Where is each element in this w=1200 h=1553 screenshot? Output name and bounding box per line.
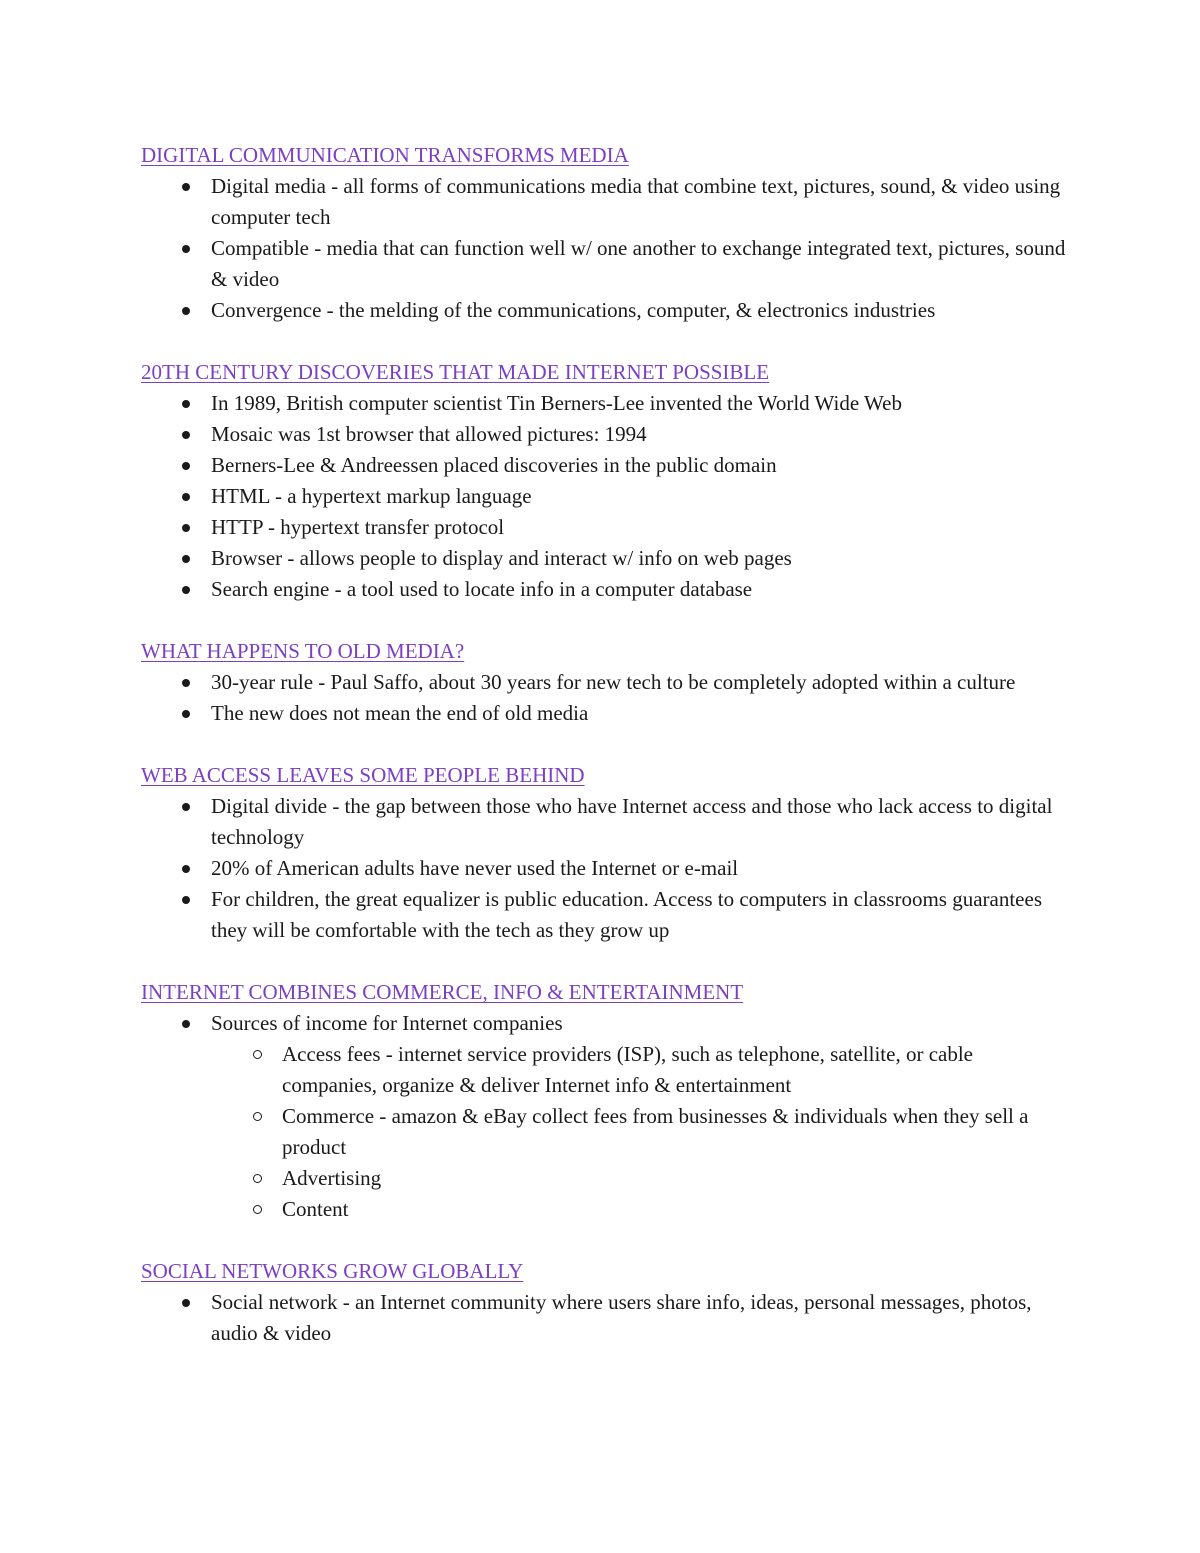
list-item-text: Social network - an Internet community where users share info, ideas, personal messages, photos, audio & video: [211, 1290, 1032, 1345]
bullet-icon: [182, 307, 190, 315]
list-item: [141, 419, 1071, 450]
list-item: [141, 295, 1071, 326]
bullet-list: [141, 388, 1071, 605]
sub-list-item: [141, 1039, 1071, 1101]
list-item-text: Compatible - media that can function well w/ one another to exchange integrated text, pictures, sound & video: [211, 236, 1066, 291]
bullet-list: [141, 667, 1071, 729]
section-social-networks: [141, 1256, 1071, 1349]
sub-list-item: [141, 1194, 1071, 1225]
bullet-icon: [182, 803, 190, 811]
bullet-list: [141, 1008, 1071, 1225]
section-digital-communication: [141, 140, 1071, 326]
list-item: [141, 667, 1071, 698]
section-heading: DIGITAL COMMUNICATION TRANSFORMS MEDIA: [141, 143, 629, 167]
bullet-icon: [182, 679, 190, 687]
bullet-list: [141, 1287, 1071, 1349]
list-item: [141, 698, 1071, 729]
document-content: [141, 140, 1071, 1380]
list-item: [141, 853, 1071, 884]
list-item: [141, 1287, 1071, 1349]
list-item-text: Search engine - a tool used to locate info in a computer database: [211, 577, 753, 601]
list-item: [141, 171, 1071, 233]
list-item: [141, 450, 1071, 481]
list-item-text: The new does not mean the end of old media: [211, 701, 589, 725]
section-web-access: [141, 760, 1071, 946]
hollow-bullet-icon: [253, 1174, 262, 1183]
bullet-icon: [182, 431, 190, 439]
bullet-icon: [182, 183, 190, 191]
list-item: [141, 233, 1071, 295]
sub-list-item-text: Content: [282, 1197, 349, 1221]
list-item: [141, 884, 1071, 946]
list-item: [141, 574, 1071, 605]
bullet-icon: [182, 1020, 190, 1028]
sub-list-item-text: Commerce - amazon & eBay collect fees from businesses & individuals when they sell a product: [282, 1104, 1029, 1159]
bullet-icon: [182, 524, 190, 532]
list-item-text: Convergence - the melding of the communications, computer, & electronics industries: [211, 298, 936, 322]
section-heading: INTERNET COMBINES COMMERCE, INFO & ENTERTAINMENT: [141, 980, 744, 1004]
list-item: [141, 481, 1071, 512]
list-item-text: Digital media - all forms of communications media that combine text, pictures, sound, & video using computer tech: [211, 174, 1061, 229]
section-internet-commerce: [141, 977, 1071, 1225]
list-item-text: In 1989, British computer scientist Tin Berners-Lee invented the World Wide Web: [211, 391, 903, 415]
bullet-icon: [182, 555, 190, 563]
bullet-list: [141, 171, 1071, 326]
bullet-list: [141, 791, 1071, 946]
section-old-media: [141, 636, 1071, 729]
bullet-icon: [182, 1299, 190, 1307]
bullet-icon: [182, 586, 190, 594]
list-item: [141, 512, 1071, 543]
bullet-icon: [182, 865, 190, 873]
section-heading: WHAT HAPPENS TO OLD MEDIA?: [141, 639, 465, 663]
list-item-text: Sources of income for Internet companies: [211, 1011, 563, 1035]
list-item-text: Browser - allows people to display and interact w/ info on web pages: [211, 546, 792, 570]
list-item-text: HTTP - hypertext transfer protocol: [211, 515, 505, 539]
bullet-icon: [182, 462, 190, 470]
bullet-icon: [182, 710, 190, 718]
list-item-text: For children, the great equalizer is public education. Access to computers in classrooms guarantees they will be comfortable with the tech as they grow up: [211, 887, 1042, 942]
hollow-bullet-icon: [253, 1050, 262, 1059]
list-item-text: HTML - a hypertext markup language: [211, 484, 532, 508]
section-heading: SOCIAL NETWORKS GROW GLOBALLY: [141, 1259, 524, 1283]
bullet-icon: [182, 400, 190, 408]
list-item-text: 20% of American adults have never used the Internet or e-mail: [211, 856, 739, 880]
sub-list-item-text: Advertising: [282, 1166, 382, 1190]
section-20th-century-discoveries: [141, 357, 1071, 605]
hollow-bullet-icon: [253, 1205, 262, 1214]
section-heading: 20TH CENTURY DISCOVERIES THAT MADE INTERNET POSSIBLE: [141, 360, 770, 384]
list-item: [141, 388, 1071, 419]
hollow-bullet-icon: [253, 1112, 262, 1121]
bullet-icon: [182, 493, 190, 501]
sub-list-item: [141, 1101, 1071, 1163]
list-item: [141, 791, 1071, 853]
sub-list-item-text: Access fees - internet service providers (ISP), such as telephone, satellite, or cable companies, organize & deliver Internet info & entertainment: [282, 1042, 973, 1097]
section-heading: WEB ACCESS LEAVES SOME PEOPLE BEHIND: [141, 763, 585, 787]
list-item-text: Mosaic was 1st browser that allowed pictures: 1994: [211, 422, 647, 446]
list-item-text: Digital divide - the gap between those who have Internet access and those who lack access to digital technology: [211, 794, 1053, 849]
bullet-icon: [182, 245, 190, 253]
list-item: [141, 543, 1071, 574]
list-item: [141, 1008, 1071, 1225]
bullet-icon: [182, 896, 190, 904]
sub-list-item: [141, 1163, 1071, 1194]
list-item-text: 30-year rule - Paul Saffo, about 30 years for new tech to be completely adopted within a culture: [211, 670, 1016, 694]
list-item-text: Berners-Lee & Andreessen placed discoveries in the public domain: [211, 453, 777, 477]
sub-bullet-list: [141, 1039, 1071, 1225]
